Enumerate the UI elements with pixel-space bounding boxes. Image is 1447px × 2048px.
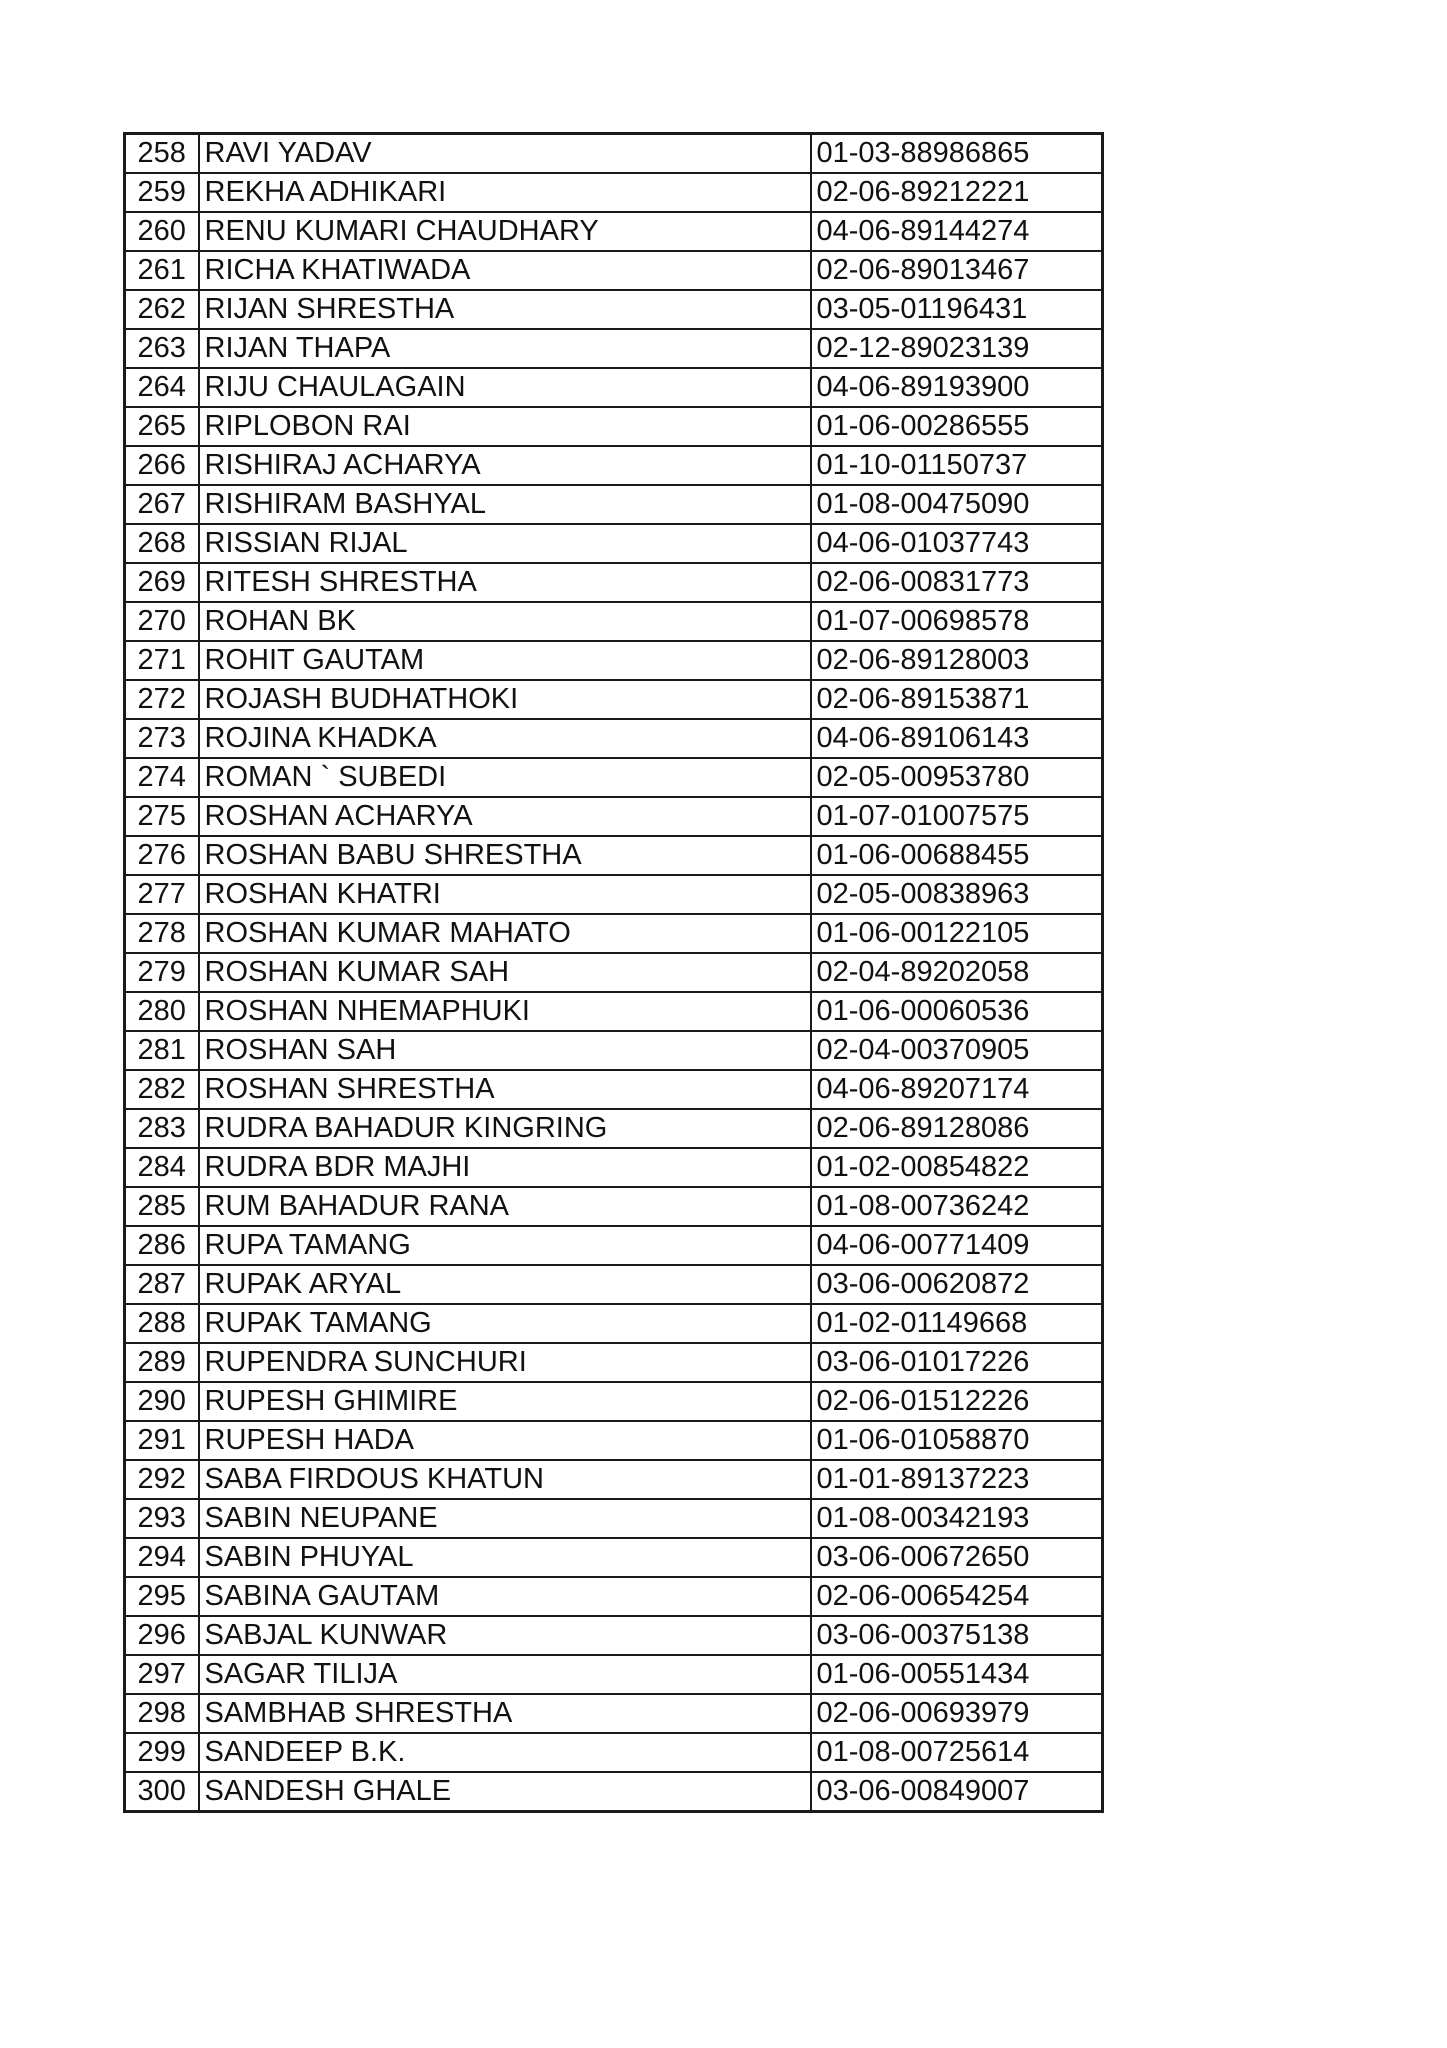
name-cell: RIJAN THAPA xyxy=(199,329,811,368)
serial-number-cell: 270 xyxy=(125,602,199,641)
serial-number-cell: 300 xyxy=(125,1772,199,1812)
id-number-cell: 02-06-89212221 xyxy=(811,173,1103,212)
name-cell: ROSHAN ACHARYA xyxy=(199,797,811,836)
id-number-cell: 01-07-01007575 xyxy=(811,797,1103,836)
name-cell: SAMBHAB SHRESTHA xyxy=(199,1694,811,1733)
serial-number-cell: 259 xyxy=(125,173,199,212)
id-number-cell: 04-06-89144274 xyxy=(811,212,1103,251)
name-cell: ROJASH BUDHATHOKI xyxy=(199,680,811,719)
name-cell: SABA FIRDOUS KHATUN xyxy=(199,1460,811,1499)
table-row xyxy=(125,524,1103,563)
table-row xyxy=(125,758,1103,797)
id-number-cell: 04-06-00771409 xyxy=(811,1226,1103,1265)
serial-number-cell: 296 xyxy=(125,1616,199,1655)
id-number-cell: 02-06-00693979 xyxy=(811,1694,1103,1733)
id-number-cell: 02-06-89013467 xyxy=(811,251,1103,290)
id-number-cell: 01-03-88986865 xyxy=(811,134,1103,174)
serial-number-cell: 282 xyxy=(125,1070,199,1109)
table-row xyxy=(125,1304,1103,1343)
table-row xyxy=(125,329,1103,368)
name-cell: ROHIT GAUTAM xyxy=(199,641,811,680)
table-row xyxy=(125,836,1103,875)
table-row xyxy=(125,1421,1103,1460)
table-row xyxy=(125,992,1103,1031)
id-number-cell: 01-06-00060536 xyxy=(811,992,1103,1031)
serial-number-cell: 294 xyxy=(125,1538,199,1577)
id-number-cell: 02-06-89128086 xyxy=(811,1109,1103,1148)
id-number-cell: 03-06-00672650 xyxy=(811,1538,1103,1577)
name-cell: ROSHAN KUMAR MAHATO xyxy=(199,914,811,953)
name-cell: RUPESH HADA xyxy=(199,1421,811,1460)
serial-number-cell: 265 xyxy=(125,407,199,446)
table-row xyxy=(125,1031,1103,1070)
name-cell: RIJU CHAULAGAIN xyxy=(199,368,811,407)
id-number-cell: 02-06-01512226 xyxy=(811,1382,1103,1421)
roster-table-body xyxy=(125,134,1103,1812)
table-row xyxy=(125,485,1103,524)
serial-number-cell: 281 xyxy=(125,1031,199,1070)
table-row xyxy=(125,407,1103,446)
id-number-cell: 01-08-00725614 xyxy=(811,1733,1103,1772)
table-row xyxy=(125,641,1103,680)
table-row xyxy=(125,719,1103,758)
table-row xyxy=(125,1538,1103,1577)
id-number-cell: 02-04-89202058 xyxy=(811,953,1103,992)
id-number-cell: 03-06-01017226 xyxy=(811,1343,1103,1382)
name-cell: RUDRA BAHADUR KINGRING xyxy=(199,1109,811,1148)
serial-number-cell: 272 xyxy=(125,680,199,719)
id-number-cell: 02-06-89153871 xyxy=(811,680,1103,719)
id-number-cell: 04-06-89207174 xyxy=(811,1070,1103,1109)
name-cell: ROSHAN KHATRI xyxy=(199,875,811,914)
id-number-cell: 03-06-00375138 xyxy=(811,1616,1103,1655)
serial-number-cell: 288 xyxy=(125,1304,199,1343)
table-row xyxy=(125,680,1103,719)
name-cell: RUM BAHADUR RANA xyxy=(199,1187,811,1226)
name-cell: ROSHAN BABU SHRESTHA xyxy=(199,836,811,875)
id-number-cell: 01-02-01149668 xyxy=(811,1304,1103,1343)
id-number-cell: 02-04-00370905 xyxy=(811,1031,1103,1070)
serial-number-cell: 291 xyxy=(125,1421,199,1460)
name-cell: SABINA GAUTAM xyxy=(199,1577,811,1616)
name-cell: RIJAN SHRESTHA xyxy=(199,290,811,329)
id-number-cell: 02-05-00838963 xyxy=(811,875,1103,914)
name-cell: SABIN NEUPANE xyxy=(199,1499,811,1538)
name-cell: ROSHAN SHRESTHA xyxy=(199,1070,811,1109)
table-row xyxy=(125,914,1103,953)
id-number-cell: 01-08-00475090 xyxy=(811,485,1103,524)
id-number-cell: 02-05-00953780 xyxy=(811,758,1103,797)
serial-number-cell: 284 xyxy=(125,1148,199,1187)
table-row xyxy=(125,563,1103,602)
table-row xyxy=(125,1343,1103,1382)
serial-number-cell: 267 xyxy=(125,485,199,524)
id-number-cell: 01-01-89137223 xyxy=(811,1460,1103,1499)
id-number-cell: 04-06-89193900 xyxy=(811,368,1103,407)
serial-number-cell: 258 xyxy=(125,134,199,174)
table-row xyxy=(125,1694,1103,1733)
name-cell: RENU KUMARI CHAUDHARY xyxy=(199,212,811,251)
table-row xyxy=(125,173,1103,212)
table-row xyxy=(125,875,1103,914)
serial-number-cell: 298 xyxy=(125,1694,199,1733)
name-cell: ROSHAN KUMAR SAH xyxy=(199,953,811,992)
name-cell: REKHA ADHIKARI xyxy=(199,173,811,212)
name-cell: RITESH SHRESTHA xyxy=(199,563,811,602)
table-row xyxy=(125,602,1103,641)
name-cell: RAVI YADAV xyxy=(199,134,811,174)
table-row xyxy=(125,1499,1103,1538)
id-number-cell: 04-06-01037743 xyxy=(811,524,1103,563)
serial-number-cell: 261 xyxy=(125,251,199,290)
table-row xyxy=(125,1460,1103,1499)
table-row xyxy=(125,797,1103,836)
name-cell: SABIN PHUYAL xyxy=(199,1538,811,1577)
serial-number-cell: 274 xyxy=(125,758,199,797)
name-cell: RUPAK ARYAL xyxy=(199,1265,811,1304)
serial-number-cell: 290 xyxy=(125,1382,199,1421)
id-number-cell: 01-08-00342193 xyxy=(811,1499,1103,1538)
table-row xyxy=(125,446,1103,485)
serial-number-cell: 271 xyxy=(125,641,199,680)
table-row xyxy=(125,953,1103,992)
serial-number-cell: 273 xyxy=(125,719,199,758)
table-row xyxy=(125,1226,1103,1265)
name-cell: SAGAR TILIJA xyxy=(199,1655,811,1694)
name-cell: SANDESH GHALE xyxy=(199,1772,811,1812)
table-row xyxy=(125,1655,1103,1694)
serial-number-cell: 276 xyxy=(125,836,199,875)
table-row xyxy=(125,1382,1103,1421)
name-cell: RIPLOBON RAI xyxy=(199,407,811,446)
roster-table xyxy=(123,132,1104,1813)
serial-number-cell: 292 xyxy=(125,1460,199,1499)
table-row xyxy=(125,1733,1103,1772)
serial-number-cell: 280 xyxy=(125,992,199,1031)
table-row xyxy=(125,368,1103,407)
name-cell: ROHAN BK xyxy=(199,602,811,641)
serial-number-cell: 295 xyxy=(125,1577,199,1616)
table-row xyxy=(125,1616,1103,1655)
name-cell: RICHA KHATIWADA xyxy=(199,251,811,290)
table-row xyxy=(125,1109,1103,1148)
serial-number-cell: 268 xyxy=(125,524,199,563)
serial-number-cell: 283 xyxy=(125,1109,199,1148)
name-cell: ROMAN ` SUBEDI xyxy=(199,758,811,797)
name-cell: RUPESH GHIMIRE xyxy=(199,1382,811,1421)
name-cell: RUDRA BDR MAJHI xyxy=(199,1148,811,1187)
name-cell: ROSHAN NHEMAPHUKI xyxy=(199,992,811,1031)
id-number-cell: 03-06-00620872 xyxy=(811,1265,1103,1304)
serial-number-cell: 287 xyxy=(125,1265,199,1304)
id-number-cell: 04-06-89106143 xyxy=(811,719,1103,758)
serial-number-cell: 297 xyxy=(125,1655,199,1694)
id-number-cell: 01-06-00122105 xyxy=(811,914,1103,953)
table-row xyxy=(125,1265,1103,1304)
id-number-cell: 01-06-01058870 xyxy=(811,1421,1103,1460)
id-number-cell: 03-06-00849007 xyxy=(811,1772,1103,1812)
table-row xyxy=(125,290,1103,329)
serial-number-cell: 299 xyxy=(125,1733,199,1772)
id-number-cell: 03-05-01196431 xyxy=(811,290,1103,329)
name-cell: RISHIRAJ ACHARYA xyxy=(199,446,811,485)
id-number-cell: 02-06-00831773 xyxy=(811,563,1103,602)
id-number-cell: 01-10-01150737 xyxy=(811,446,1103,485)
table-row xyxy=(125,134,1103,174)
table-row xyxy=(125,1187,1103,1226)
name-cell: SABJAL KUNWAR xyxy=(199,1616,811,1655)
serial-number-cell: 269 xyxy=(125,563,199,602)
id-number-cell: 01-06-00688455 xyxy=(811,836,1103,875)
serial-number-cell: 266 xyxy=(125,446,199,485)
serial-number-cell: 278 xyxy=(125,914,199,953)
serial-number-cell: 293 xyxy=(125,1499,199,1538)
id-number-cell: 01-08-00736242 xyxy=(811,1187,1103,1226)
serial-number-cell: 286 xyxy=(125,1226,199,1265)
serial-number-cell: 263 xyxy=(125,329,199,368)
serial-number-cell: 277 xyxy=(125,875,199,914)
name-cell: RISSIAN RIJAL xyxy=(199,524,811,563)
serial-number-cell: 262 xyxy=(125,290,199,329)
table-row xyxy=(125,1148,1103,1187)
name-cell: RUPA TAMANG xyxy=(199,1226,811,1265)
id-number-cell: 02-12-89023139 xyxy=(811,329,1103,368)
serial-number-cell: 285 xyxy=(125,1187,199,1226)
table-row xyxy=(125,1070,1103,1109)
id-number-cell: 01-06-00286555 xyxy=(811,407,1103,446)
serial-number-cell: 279 xyxy=(125,953,199,992)
id-number-cell: 01-02-00854822 xyxy=(811,1148,1103,1187)
id-number-cell: 02-06-00654254 xyxy=(811,1577,1103,1616)
table-row xyxy=(125,251,1103,290)
table-row xyxy=(125,1772,1103,1812)
serial-number-cell: 289 xyxy=(125,1343,199,1382)
id-number-cell: 01-06-00551434 xyxy=(811,1655,1103,1694)
name-cell: RUPAK TAMANG xyxy=(199,1304,811,1343)
table-row xyxy=(125,212,1103,251)
name-cell: ROJINA KHADKA xyxy=(199,719,811,758)
name-cell: RISHIRAM BASHYAL xyxy=(199,485,811,524)
id-number-cell: 02-06-89128003 xyxy=(811,641,1103,680)
serial-number-cell: 275 xyxy=(125,797,199,836)
table-row xyxy=(125,1577,1103,1616)
name-cell: RUPENDRA SUNCHURI xyxy=(199,1343,811,1382)
serial-number-cell: 260 xyxy=(125,212,199,251)
serial-number-cell: 264 xyxy=(125,368,199,407)
id-number-cell: 01-07-00698578 xyxy=(811,602,1103,641)
name-cell: SANDEEP B.K. xyxy=(199,1733,811,1772)
name-cell: ROSHAN SAH xyxy=(199,1031,811,1070)
